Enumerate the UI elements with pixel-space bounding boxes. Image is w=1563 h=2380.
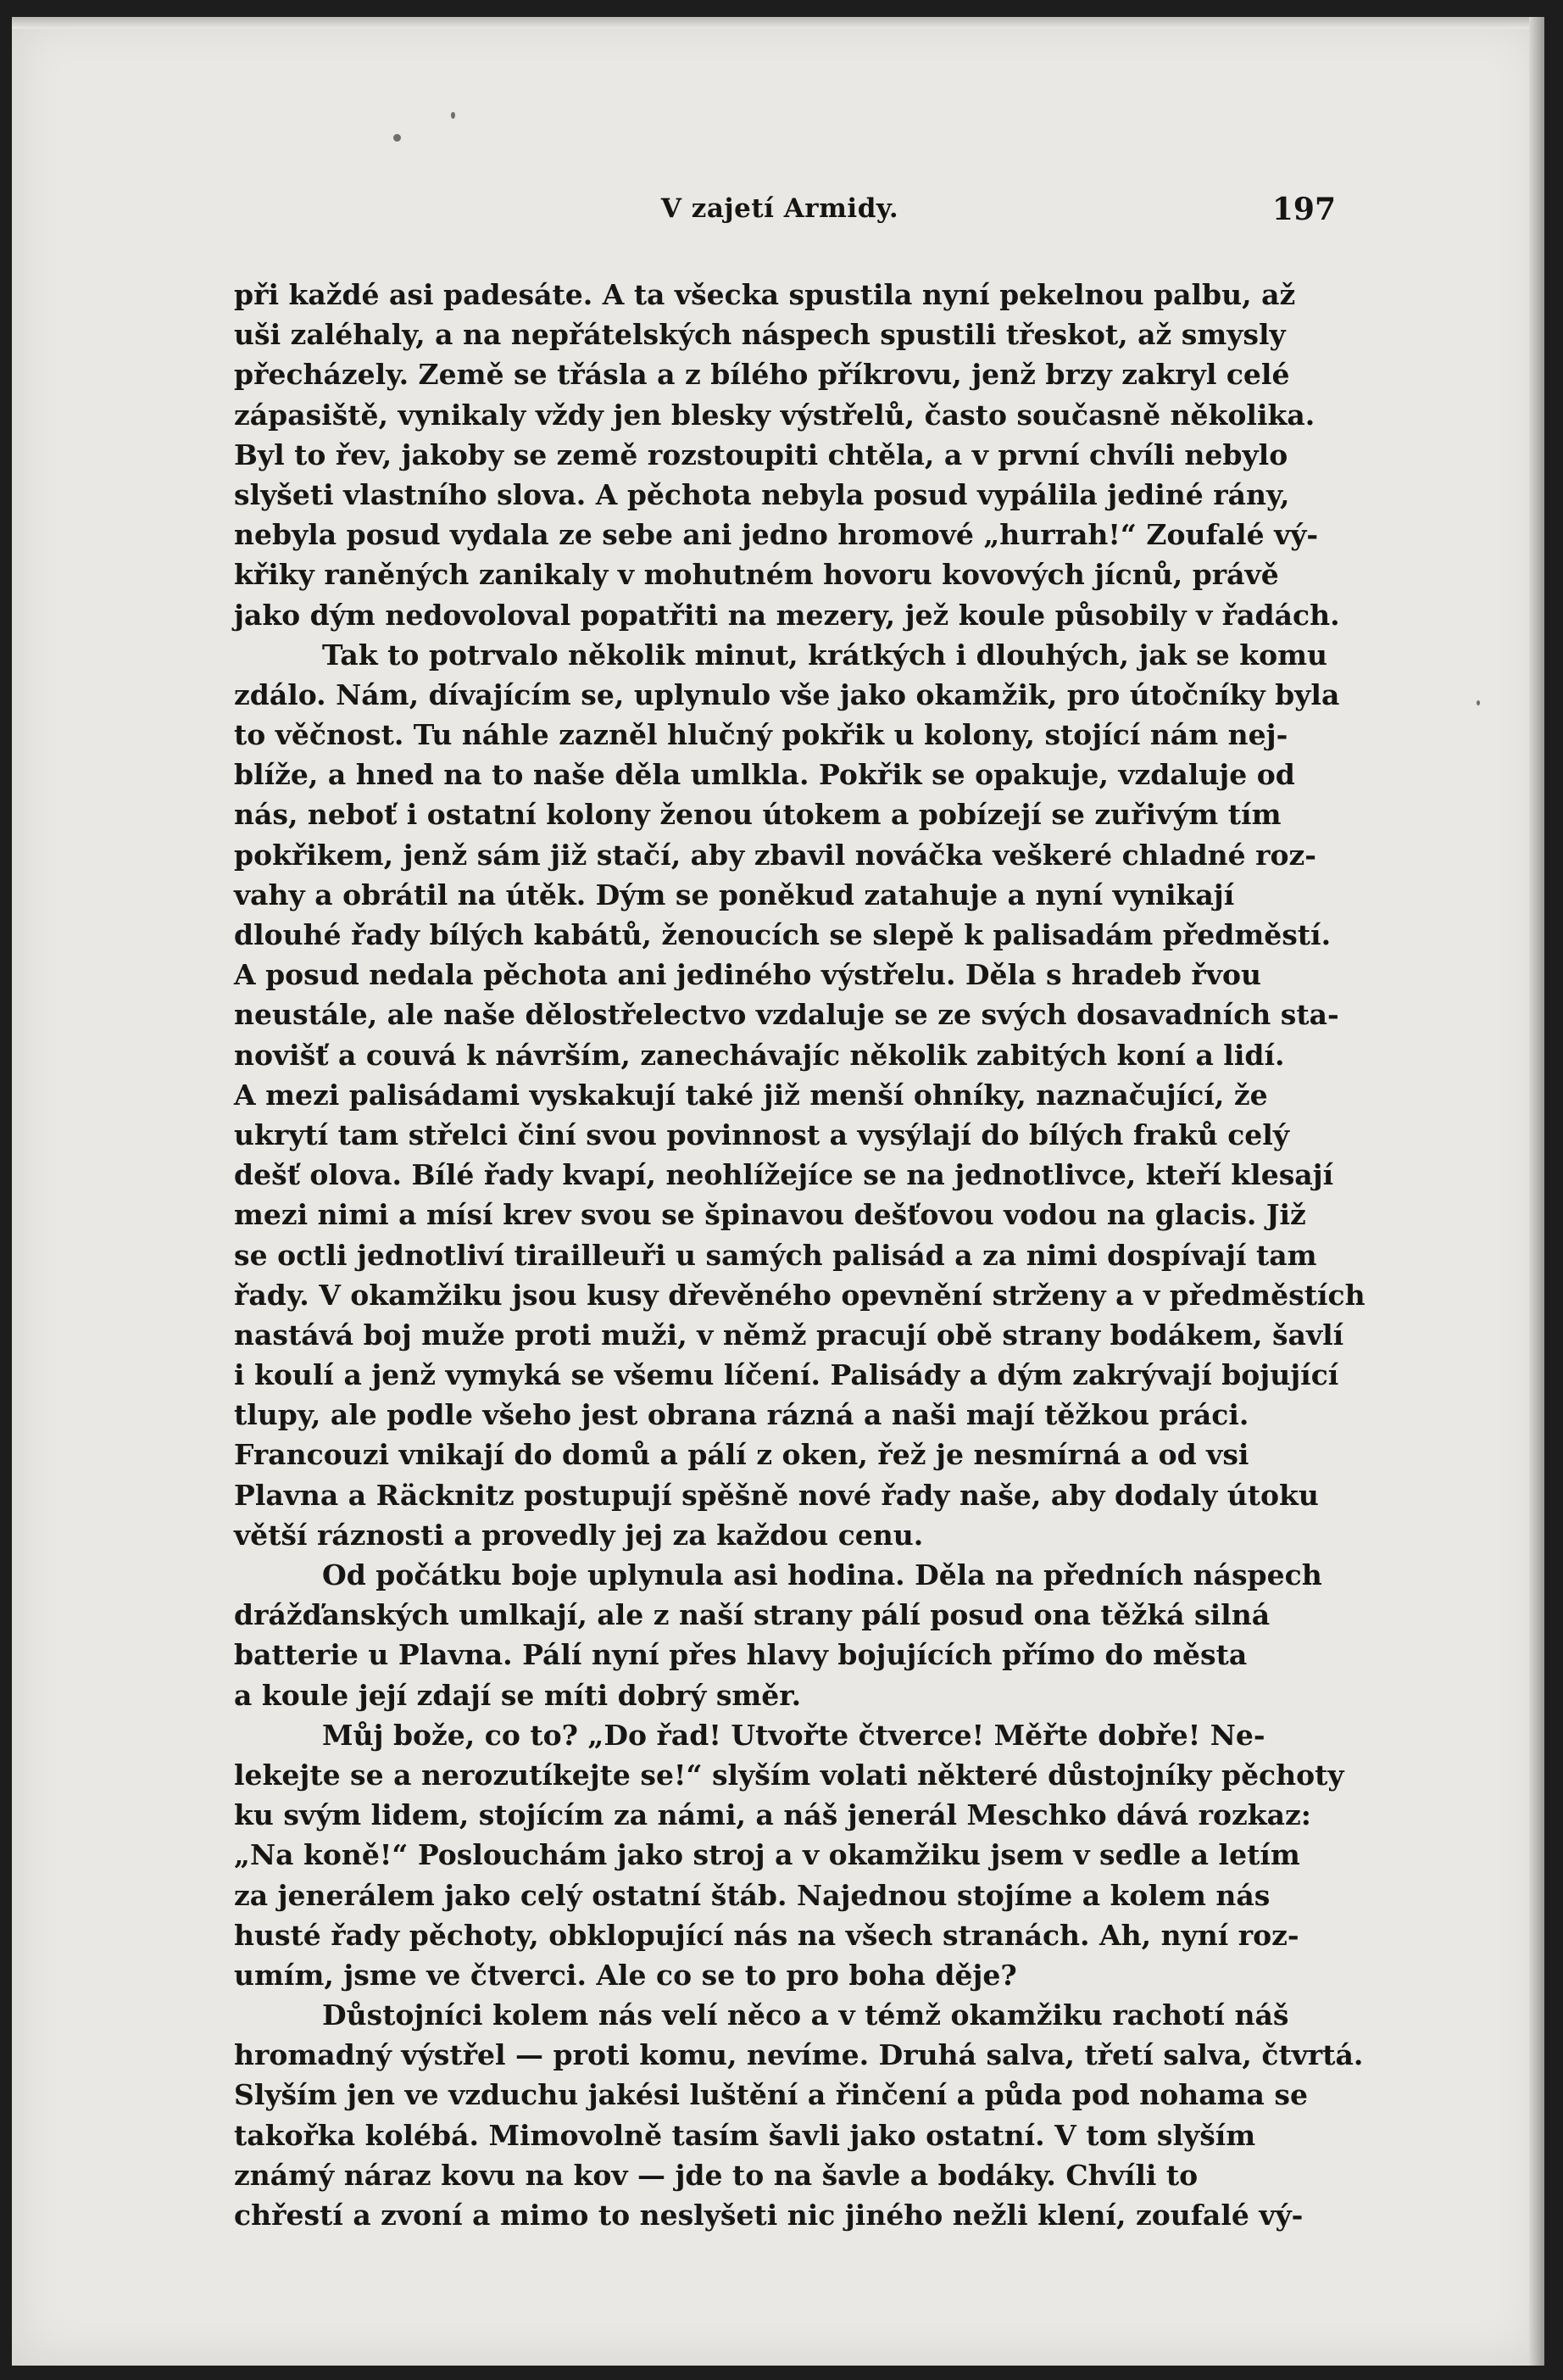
page-header bbox=[224, 193, 1336, 241]
text-line: nebyla posud vydala ze sebe ani jedno hromové „hurrah!“ Zoufalé vý- bbox=[234, 518, 1319, 552]
paragraph-start-line: Od počátku boje uplynula asi hodina. Děla na předních náspech bbox=[322, 1558, 1322, 1591]
text-line: známý náraz kovu na kov — jde to na šavle a bodáky. Chvíli to bbox=[234, 2158, 1199, 2192]
text-line: nastává boj muže proti muži, v němž pracují obě strany bodákem, šavlí bbox=[234, 1318, 1344, 1352]
text-line: uši zaléhaly, a na nepřátelských náspech spustili třeskot, až smysly bbox=[234, 318, 1286, 352]
paragraph-start-line: Můj bože, co to? „Do řad! Utvořte čtverce! Měřte dobře! Ne- bbox=[322, 1718, 1265, 1752]
text-line: takořka kolébá. Mimovolně tasím šavli jako ostatní. V tom slyším bbox=[234, 2118, 1256, 2152]
body-text bbox=[234, 275, 1366, 2235]
text-line: za jenerálem jako celý ostatní štáb. Najednou stojíme a kolem nás bbox=[234, 1878, 1271, 1912]
text-line: křiky raněných zanikaly v mohutném hovoru kovových jícnů, právě bbox=[234, 558, 1279, 592]
text-line: chřestí a zvoní a mimo to neslyšeti nic jiného nežli klení, zoufalé vý- bbox=[234, 2199, 1304, 2232]
text-line: Francouzi vnikají do domů a pálí z oken, řež je nesmírná a od vsi bbox=[234, 1438, 1249, 1472]
text-line: hromadný výstřel — proti komu, nevíme. Druhá salva, třetí salva, čtvrtá. bbox=[234, 2038, 1364, 2072]
text-line: dlouhé řady bílých kabátů, ženoucích se slepě k palisadám předměstí. bbox=[234, 918, 1332, 951]
text-line: i koulí a jenž vymyká se všemu líčení. Palisády a dým zakrývají bojující bbox=[234, 1358, 1339, 1392]
text-line: novišť a couvá k návrším, zanechávajíc několik zabitých koní a lidí. bbox=[234, 1038, 1285, 1072]
text-line: umím, jsme ve čtverci. Ale co se to pro boha děje? bbox=[234, 1958, 1017, 1992]
text-line: pokřikem, jenž sám již stačí, aby zbavil nováčka veškeré chladné roz- bbox=[234, 838, 1316, 872]
text-line: řady. V okamžiku jsou kusy dřevěného opevnění strženy a v předměstích bbox=[234, 1278, 1366, 1312]
text-line: Plavna a Räcknitz postupují spěšně nové řady naše, aby dodaly útoku bbox=[234, 1478, 1319, 1512]
paragraph-start-line: Důstojníci kolem nás velí něco a v témž okamžiku rachotí náš bbox=[322, 1998, 1289, 2032]
text-line: to věčnost. Tu náhle zazněl hlučný pokřik u kolony, stojící nám nej- bbox=[234, 718, 1288, 752]
text-line: „Na koně!“ Poslouchám jako stroj a v okamžiku jsem v sedle a letím bbox=[234, 1838, 1300, 1872]
text-line: nás, neboť i ostatní kolony ženou útokem a pobízejí se zuřivým tím bbox=[234, 798, 1282, 832]
text-line: při každé asi padesáte. A ta všecka spustila nyní pekelnou palbu, až bbox=[234, 278, 1296, 311]
text-line: lekejte se a nerozutíkejte se!“ slyším volati některé důstojníky pěchoty bbox=[234, 1758, 1344, 1792]
text-line: jako dým nedovoloval popatřiti na mezery, jež koule působily v řadách. bbox=[234, 598, 1340, 632]
ink-speck bbox=[451, 112, 455, 119]
page-number: 197 bbox=[1271, 192, 1336, 227]
text-line: se octli jednotliví tirailleuři u samých palisád a za nimi dospívají tam bbox=[234, 1238, 1317, 1272]
text-line: mezi nimi a mísí krev svou se špinavou dešťovou vodou na glacis. Již bbox=[234, 1198, 1306, 1232]
page-top-edge bbox=[12, 17, 1544, 29]
book-page bbox=[12, 17, 1544, 2366]
text-line: tlupy, ale podle všeho jest obrana rázná a naši mají těžkou práci. bbox=[234, 1398, 1249, 1432]
text-line: blíže, a hned na to naše děla umlkla. Pokřik se opakuje, vzdaluje od bbox=[234, 758, 1295, 792]
text-line: neustále, ale naše dělostřelectvo vzdaluje se ze svých dosavadních sta- bbox=[234, 998, 1339, 1032]
text-line: drážďanských umlkají, ale z naší strany pálí posud ona těžká silná bbox=[234, 1598, 1271, 1632]
text-line: Byl to řev, jakoby se země rozstoupiti chtěla, a v první chvíli nebylo bbox=[234, 438, 1288, 471]
text-line: dešť olova. Bílé řady kvapí, neohlížejíce se na jednotlivce, kteří klesají bbox=[234, 1158, 1334, 1192]
text-line: A mezi palisádami vyskakují také již menší ohníky, naznačující, že bbox=[234, 1078, 1268, 1112]
text-line: vahy a obrátil na útěk. Dým se poněkud zatahuje a nyní vynikají bbox=[234, 878, 1235, 911]
text-line: a koule její zdají se míti dobrý směr. bbox=[234, 1678, 802, 1712]
text-line: Slyším jen ve vzduchu jakési luštění a řinčení a půda pod nohama se bbox=[234, 2078, 1309, 2112]
ink-speck bbox=[393, 134, 401, 142]
text-line: přecházely. Země se třásla a z bílého příkrovu, jenž brzy zakryl celé bbox=[234, 358, 1290, 392]
text-line: zápasiště, vynikaly vždy jen blesky výstřelů, často současně několika. bbox=[234, 398, 1315, 432]
text-line: batterie u Plavna. Pálí nyní přes hlavy bojujících přímo do města bbox=[234, 1638, 1248, 1672]
text-line: husté řady pěchoty, obklopující nás na všech stranách. Ah, nyní roz- bbox=[234, 1918, 1299, 1952]
paragraph-start-line: Tak to potrvalo několik minut, krátkých i dlouhých, jak se komu bbox=[322, 638, 1328, 672]
text-line: A posud nedala pěchota ani jediného výstřelu. Děla s hradeb řvou bbox=[234, 958, 1261, 992]
text-line: ku svým lidem, stojícím za námi, a náš jenerál Meschko dává rozkaz: bbox=[234, 1798, 1311, 1832]
text-line: zdálo. Nám, dívajícím se, uplynulo vše jako okamžik, pro útočníky byla bbox=[234, 677, 1340, 711]
text-line: slyšeti vlastního slova. A pěchota nebyla posud vypálila jediné rány, bbox=[234, 477, 1290, 511]
page-right-edge bbox=[1529, 17, 1544, 2366]
text-line: větší ráznosti a provedly jej za každou cenu. bbox=[234, 1518, 924, 1552]
text-line: ukrytí tam střelci činí svou povinnost a vysýlají do bílých fraků celý bbox=[234, 1118, 1290, 1151]
running-title: V zajetí Armidy. bbox=[660, 193, 899, 224]
ink-speck bbox=[1477, 700, 1480, 705]
